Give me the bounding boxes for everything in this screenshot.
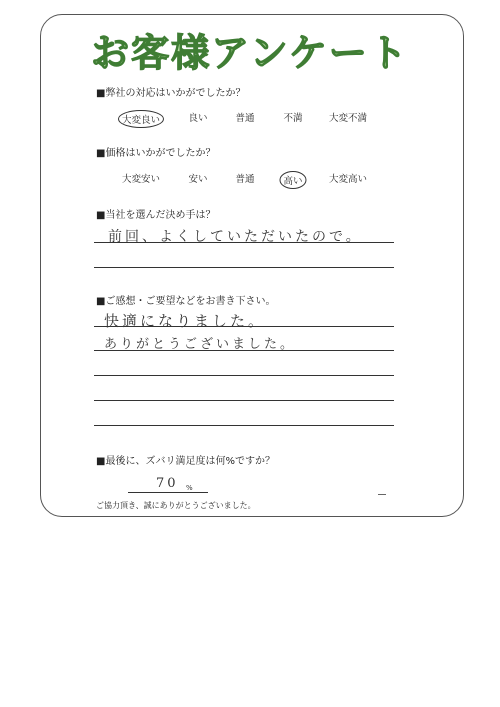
answer-feedback-line2: ありがとうございました。 [104, 337, 297, 352]
question-reason: ■当社を選んだ決め手は？ [96, 210, 216, 221]
question-price: ■価格はいかがでしたか？ [96, 148, 216, 159]
option-service-4[interactable]: 不満 [283, 113, 303, 124]
option-service-3[interactable]: 普通 [235, 113, 255, 124]
answer-line [94, 326, 394, 327]
answer-line [94, 400, 394, 401]
option-price-2[interactable]: 安い [188, 174, 208, 185]
answer-line [94, 425, 394, 426]
answer-satisfaction: 70 [156, 476, 179, 491]
option-service-2[interactable]: 良い [188, 113, 208, 124]
question-satisfaction: ■最後に、ズバリ満足度は何%ですか？ [96, 456, 275, 467]
option-service-1[interactable]: 大変良い [118, 110, 164, 128]
thank-you-note: ご協力頂き、誠にありがとうございました。 [96, 501, 256, 510]
answer-reason: 前回、よくしていただいたので。 [108, 229, 363, 245]
survey-title: お客様アンケート [91, 31, 409, 75]
question-service: ■弊社の対応はいかがでしたか？ [96, 88, 246, 99]
option-price-1[interactable]: 大変安い [121, 174, 161, 185]
option-price-4[interactable]: 高い [279, 171, 306, 189]
answer-feedback-line1: 快適になりました。 [104, 312, 267, 330]
answer-line [94, 267, 394, 268]
answer-line [94, 242, 394, 243]
option-service-5[interactable]: 大変不満 [328, 113, 368, 124]
option-price-3[interactable]: 普通 [235, 174, 255, 185]
percent-unit: % [186, 484, 193, 492]
answer-line [94, 375, 394, 376]
answer-line [128, 492, 208, 493]
option-price-5[interactable]: 大変高い [328, 174, 368, 185]
question-feedback: ■ご感想・ご要望などをお書き下さい。 [96, 296, 276, 307]
stray-mark [378, 494, 386, 495]
answer-line [94, 350, 394, 351]
